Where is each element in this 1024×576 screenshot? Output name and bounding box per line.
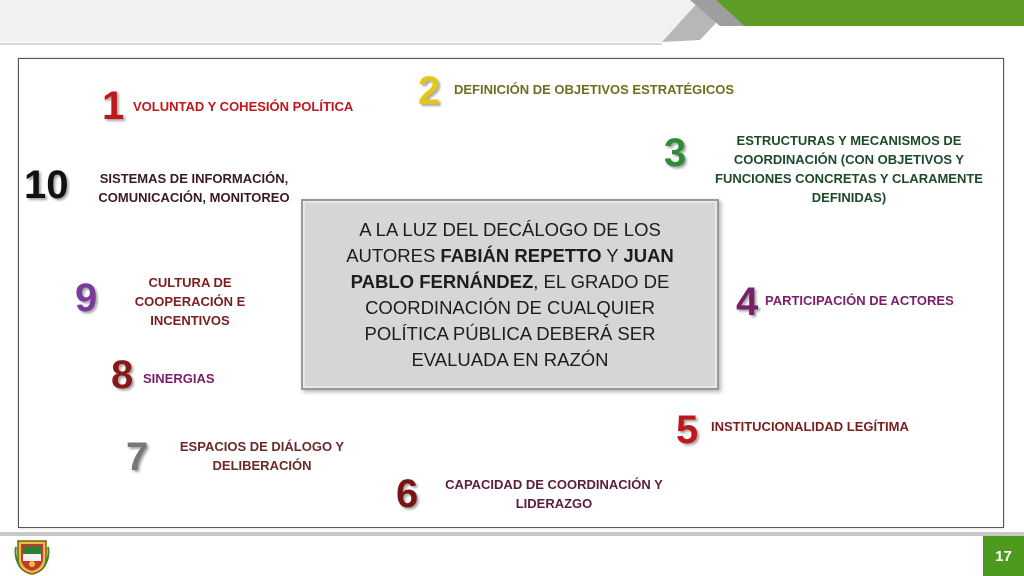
item-7-label: ESPACIOS DE DIÁLOGO Y DELIBERACIÓN	[179, 439, 345, 473]
item-8-label: SINERGIAS	[143, 371, 215, 386]
item-5-label: INSTITUCIONALIDAD LEGÍTIMA	[711, 419, 909, 434]
center-text-part2: Y	[601, 244, 624, 266]
municipal-seal-icon	[14, 537, 50, 575]
item-2-label: DEFINICIÓN DE OBJETIVOS ESTRATÉGICOS	[454, 82, 735, 97]
page-number-badge: 17	[983, 536, 1024, 576]
author-name-1: FABIÁN REPETTO	[440, 244, 602, 266]
center-text-box	[301, 199, 719, 390]
item-6-label: CAPACIDAD DE COORDINACIÓN Y LIDERAZGO	[445, 477, 663, 511]
center-text-part3: , EL GRADO DE COORDINACIÓN DE CUALQUIER POLÍTICA PÚBLICA DEBERÁ SER EVALUADA EN RAZÓN	[364, 270, 670, 370]
item-9-number: 9	[75, 276, 98, 320]
item-10-label: SISTEMAS DE INFORMACIÓN, COMUNICACIÓN, MONITOREO	[98, 171, 290, 205]
item-3-label: ESTRUCTURAS Y MECANISMOS DE COORDINACIÓN (CON OBJETIVOS Y FUNCIONES CONCRETAS Y CLARAMENTE DEFINIDAS)	[715, 133, 983, 205]
item-5-number: 5	[676, 408, 699, 452]
center-text-part1: A LA LUZ DEL DECÁLOGO DE LOS AUTORES	[346, 218, 661, 266]
center-text	[321, 217, 699, 373]
item-4-label: PARTICIPACIÓN DE ACTORES	[765, 293, 954, 308]
item-9-label: CULTURA DE COOPERACIÓN E INCENTIVOS	[134, 275, 246, 328]
header-decoration	[0, 0, 1024, 48]
item-8-number: 8	[111, 353, 134, 397]
item-7-number: 7	[126, 435, 149, 479]
author-name-2: JUAN PABLO FERNÁNDEZ	[350, 244, 674, 292]
item-4-number: 4	[736, 280, 759, 324]
item-1-number: 1	[102, 84, 125, 128]
footer-line	[0, 532, 1024, 536]
item-2-number: 2	[418, 69, 441, 113]
item-6-number: 6	[396, 472, 419, 516]
item-1-label: VOLUNTAD Y COHESIÓN POLÍTICA	[133, 99, 354, 114]
item-10-number: 10	[24, 163, 69, 207]
item-3-number: 3	[664, 131, 687, 175]
